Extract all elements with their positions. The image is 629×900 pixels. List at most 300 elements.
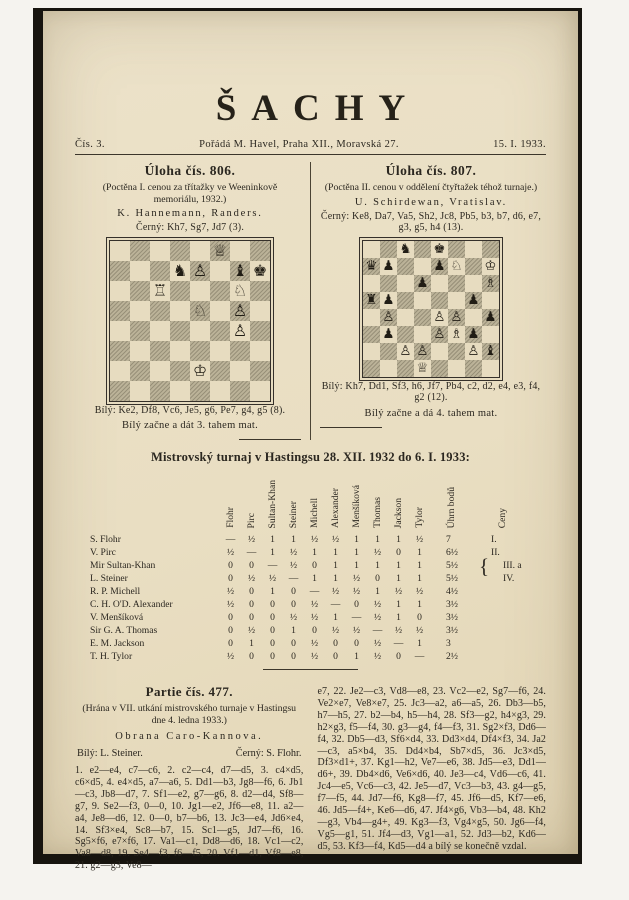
chess-piece: ♙ bbox=[382, 308, 395, 325]
player-name-cell: V. Pirc bbox=[90, 547, 116, 558]
player-name-cell: V. Menšíková bbox=[90, 612, 144, 623]
issue-date: 15. I. 1933. bbox=[493, 139, 546, 150]
section-end-rule bbox=[320, 427, 382, 428]
prize-cell bbox=[473, 611, 532, 624]
board-square bbox=[380, 241, 397, 258]
board-square bbox=[482, 360, 499, 377]
board-square bbox=[380, 309, 397, 326]
result-cell: 1 bbox=[396, 611, 401, 623]
board-square bbox=[210, 361, 230, 381]
board-square bbox=[397, 360, 414, 377]
board-square bbox=[230, 341, 250, 361]
prize-cell bbox=[473, 637, 532, 650]
total-points-cell: 4½ bbox=[446, 586, 458, 597]
board-square bbox=[465, 309, 482, 326]
board-square bbox=[170, 261, 190, 281]
problem-stipulation: Bílý začne a dát 3. tahem mat. bbox=[121, 420, 259, 431]
result-cell: 0 bbox=[270, 598, 275, 610]
result-cell: 0 bbox=[228, 572, 233, 584]
board-square bbox=[130, 321, 150, 341]
board-square bbox=[465, 292, 482, 309]
board-square bbox=[397, 292, 414, 309]
board-square bbox=[448, 309, 465, 326]
result-cell: 0 bbox=[228, 624, 233, 636]
result-cell: ½ bbox=[247, 533, 256, 545]
board-square bbox=[150, 241, 170, 261]
result-cell: — bbox=[372, 624, 383, 636]
chess-piece: ♙ bbox=[399, 342, 412, 359]
board-square bbox=[210, 301, 230, 321]
board-square bbox=[482, 275, 499, 292]
result-cell: 1 bbox=[354, 533, 359, 545]
crosstable-row bbox=[89, 637, 532, 650]
result-cell: ½ bbox=[289, 611, 298, 623]
board-square bbox=[482, 309, 499, 326]
crosstable-column-header: Jackson bbox=[392, 497, 404, 528]
board-square bbox=[110, 301, 130, 321]
result-cell: 1 bbox=[417, 546, 422, 558]
result-cell: ½ bbox=[373, 637, 382, 649]
board-square bbox=[414, 275, 431, 292]
chess-piece: ♔ bbox=[192, 360, 208, 380]
board-square bbox=[414, 258, 431, 275]
board-square bbox=[482, 241, 499, 258]
players-row bbox=[75, 748, 304, 759]
board-square bbox=[250, 361, 270, 381]
board-square bbox=[150, 281, 170, 301]
board-square bbox=[190, 321, 210, 341]
board-square bbox=[230, 261, 250, 281]
board-square bbox=[110, 281, 130, 301]
board-square bbox=[250, 241, 270, 261]
total-points-cell: 3½ bbox=[446, 625, 458, 636]
chess-piece: ♗ bbox=[450, 325, 463, 342]
board-square bbox=[130, 361, 150, 381]
result-cell: 1 bbox=[396, 572, 401, 584]
black-player: Černý: S. Flohr. bbox=[235, 748, 302, 759]
player-name-cell: S. Flohr bbox=[90, 534, 121, 545]
game-moves-column-2: e7, 22. Je2—c3, Vd8—e8, 23. Vc2—e2, Sg7—f6, 24. Ve2×e7, Ve8×e7, 25. Jc3—a2, a6—a5, 26. Db3—b5, h7—h5, 27. b2—b4, h5—h4, 28. Sf3—g2, h4×g3, 29. h2×g3, f5—f4, 30. g3—g4, f4—f3, 31. Sg2×f3, Dd6—f4, 32. Db5—d3, Sf6×d4, 33. Dd3×d4, Df4×f3, 34. Ja2—c3, a5×b4, 35. Dd4×b4, Sb7×d5, 36. Jc3×d5, Df3×d1+, 37. Kg1—h2, Ve7—e6, 38. Jd5—e3, Dd1—d6+, 39. Db4×d6, Ve6×d6, 40. Je3—c4, Vd6—c6, 41. Jc4—e5, Vc6—c3, 42. Je5—d7, Vc3—b3, 43. g4—g5, f7—f5, 44. Jd7—f6, Kg8—f7, 45. Jf6—d5, Kf7—e6, 46. Jd5—f4+, Ke6—d6, 47. Jf4×g6, Vb3—b4, 48. Kh2—g3, Vb4—g4+, 49. Kg3—f3, Vg4×g5, 50. Jg6—f4, Vg5—g1, 51. Jf4—d3, Vg1—a1, 52. Jd3—b2, Kd6—d5, 53. Kf3—f4, Kd5—d4 a bílý se konečně vzdal. bbox=[317, 686, 546, 852]
result-cell: — bbox=[351, 611, 362, 623]
board-square bbox=[431, 292, 448, 309]
board-square bbox=[431, 258, 448, 275]
result-cell: 0 bbox=[249, 559, 254, 571]
board-square bbox=[482, 258, 499, 275]
crosstable-row bbox=[89, 559, 532, 572]
result-cell: 1 bbox=[270, 585, 275, 597]
result-cell: ½ bbox=[226, 585, 235, 597]
result-cell: ½ bbox=[415, 624, 424, 636]
board-square bbox=[448, 275, 465, 292]
total-points-cell: 5½ bbox=[446, 560, 458, 571]
crosstable-column-header: Alexander bbox=[329, 488, 341, 528]
crosstable-row bbox=[89, 650, 532, 663]
result-cell: 1 bbox=[417, 559, 422, 571]
crosstable-row bbox=[89, 624, 532, 637]
board-square bbox=[150, 381, 170, 401]
board-square bbox=[190, 301, 210, 321]
result-cell: 0 bbox=[354, 637, 359, 649]
result-cell: 0 bbox=[396, 650, 401, 662]
result-cell: 0 bbox=[375, 572, 380, 584]
result-cell: ½ bbox=[247, 572, 256, 584]
board-square bbox=[230, 361, 250, 381]
header-rule bbox=[75, 154, 546, 155]
board-square bbox=[363, 275, 380, 292]
result-cell: ½ bbox=[289, 559, 298, 571]
board-square bbox=[150, 361, 170, 381]
chess-piece: ♟ bbox=[467, 291, 480, 308]
problems-section bbox=[75, 160, 546, 440]
board-square bbox=[130, 381, 150, 401]
chess-diagram-806 bbox=[109, 240, 271, 402]
game-column-1 bbox=[75, 684, 304, 872]
problem-title: Úloha čís. 806. bbox=[144, 163, 236, 178]
board-square bbox=[250, 341, 270, 361]
chess-piece: ♙ bbox=[450, 308, 463, 325]
chess-piece: ♟ bbox=[467, 325, 480, 342]
result-cell: ½ bbox=[331, 585, 340, 597]
black-pieces-line: Černý: Kh7, Sg7, Jd7 (3). bbox=[135, 222, 245, 233]
chess-piece: ♘ bbox=[232, 280, 248, 300]
result-cell: 1 bbox=[354, 650, 359, 662]
result-cell: — bbox=[330, 598, 341, 610]
board-square bbox=[363, 343, 380, 360]
board-square bbox=[363, 326, 380, 343]
result-cell: 1 bbox=[291, 533, 296, 545]
result-cell: 1 bbox=[312, 572, 317, 584]
chess-piece: ♙ bbox=[433, 325, 446, 342]
board-square bbox=[230, 321, 250, 341]
result-cell: ½ bbox=[310, 533, 319, 545]
problem-credit: (Poctěna II. cenou v oddělení čtyřtažek téhož turnaje.) bbox=[324, 182, 538, 193]
chess-piece: ♙ bbox=[416, 342, 429, 359]
player-name-cell: L. Steiner bbox=[90, 573, 128, 584]
board-square bbox=[170, 321, 190, 341]
chess-piece: ♝ bbox=[484, 342, 497, 359]
board-square bbox=[150, 301, 170, 321]
result-cell: 0 bbox=[270, 624, 275, 636]
problem-807 bbox=[311, 160, 546, 440]
board-square bbox=[465, 241, 482, 258]
result-cell: 1 bbox=[375, 585, 380, 597]
crosstable-column-header: Thomas bbox=[371, 497, 383, 528]
chess-piece: ♙ bbox=[433, 308, 446, 325]
chess-piece: ♟ bbox=[382, 325, 395, 342]
board-square bbox=[210, 281, 230, 301]
result-cell: 1 bbox=[375, 533, 380, 545]
prize-cell: { III. a bbox=[479, 554, 522, 578]
board-square bbox=[210, 261, 230, 281]
result-cell: 0 bbox=[228, 637, 233, 649]
board-square bbox=[170, 341, 190, 361]
player-name-cell: R. P. Michell bbox=[90, 586, 141, 597]
crosstable-name-header bbox=[89, 467, 220, 533]
board-square bbox=[230, 381, 250, 401]
result-cell: ½ bbox=[415, 585, 424, 597]
result-cell: 1 bbox=[354, 546, 359, 558]
crosstable-row bbox=[89, 598, 532, 611]
board-square bbox=[482, 326, 499, 343]
chess-piece: ♘ bbox=[192, 300, 208, 320]
player-name-cell: E. M. Jackson bbox=[90, 638, 145, 649]
magazine-page bbox=[33, 8, 582, 872]
chess-piece: ♚ bbox=[433, 240, 446, 257]
board-square bbox=[130, 261, 150, 281]
result-cell: 0 bbox=[291, 637, 296, 649]
board-square bbox=[170, 301, 190, 321]
crosstable-column-header: Flohr bbox=[224, 507, 236, 528]
game-subtitle: (Hrána v VII. utkání mistrovského turnaje v Hastingsu dne 4. ledna 1933.) bbox=[82, 703, 297, 726]
board-square bbox=[465, 275, 482, 292]
tournament-section bbox=[75, 450, 546, 670]
crosstable-row bbox=[89, 611, 532, 624]
crosstable-column-header: Ceny bbox=[496, 507, 508, 528]
board-square bbox=[130, 301, 150, 321]
result-cell: ½ bbox=[373, 611, 382, 623]
tournament-title: Mistrovský turnaj v Hastingsu 28. XII. 1932 do 6. I. 1933: bbox=[150, 450, 471, 464]
crosstable-column-header: Úhrn bodů bbox=[445, 486, 457, 528]
result-cell: 0 bbox=[291, 585, 296, 597]
board-square bbox=[110, 341, 130, 361]
crosstable-column-header: Pirc bbox=[245, 512, 257, 528]
section-end-rule bbox=[239, 439, 301, 440]
chess-piece: ♝ bbox=[232, 260, 248, 280]
board-square bbox=[250, 301, 270, 321]
result-cell: 1 bbox=[417, 598, 422, 610]
result-cell: ½ bbox=[352, 585, 361, 597]
board-square bbox=[414, 241, 431, 258]
board-square bbox=[465, 258, 482, 275]
problem-credit: (Poctěna I. cenou za třítažky ve Weeninkově memoriálu, 1932.) bbox=[102, 182, 278, 205]
board-square bbox=[465, 326, 482, 343]
board-square bbox=[363, 258, 380, 275]
result-cell: ½ bbox=[331, 533, 340, 545]
chess-piece: ♙ bbox=[232, 300, 248, 320]
result-cell: 0 bbox=[312, 559, 317, 571]
board-square bbox=[210, 321, 230, 341]
result-cell: 1 bbox=[333, 559, 338, 571]
board-square bbox=[170, 241, 190, 261]
result-cell: 1 bbox=[333, 611, 338, 623]
result-cell: 0 bbox=[354, 598, 359, 610]
game-section bbox=[75, 684, 546, 872]
result-cell: 1 bbox=[312, 546, 317, 558]
result-cell: ½ bbox=[226, 650, 235, 662]
result-cell: 0 bbox=[333, 637, 338, 649]
board-square bbox=[380, 292, 397, 309]
white-pieces-line: Bílý: Ke2, Df8, Vc6, Je5, g6, Pe7, g4, g5 (8). bbox=[94, 404, 286, 416]
result-cell: ½ bbox=[373, 546, 382, 558]
board-square bbox=[150, 341, 170, 361]
result-cell: — bbox=[393, 637, 404, 649]
result-cell: 0 bbox=[312, 624, 317, 636]
chess-piece: ♘ bbox=[450, 257, 463, 274]
result-cell: ½ bbox=[352, 572, 361, 584]
chess-piece: ♙ bbox=[467, 342, 480, 359]
result-cell: 1 bbox=[270, 546, 275, 558]
crosstable-column-header: Tylor bbox=[413, 507, 425, 528]
result-cell: 0 bbox=[228, 611, 233, 623]
game-moves-column-1: 1. e2—e4, c7—c6, 2. c2—c4, d7—d5, 3. c4×d5, c6×d5, 4. e4×d5, a7—a6, 5. Dd1—b3, Jg8—f6, 6. Jb1—c3, Jb8—d7, 7. Sf1—e2, g7—g6, 8. d2—d4, Sf8—g7, 9. Se2—f3, 0—0, 10. Jg1—e2, Jf6—e8, 11. a2—a4, Je8—d6, 12. 0—0, b7—b6, 13. Jc3—e4, Jd6×e4, 14. Sf3×e4, Sc8—b7, 15. Sc1—g5, Jd7—f6, 16. Sg5×f6, e7×f6, 17. Va1—c1, Dd8—d6, 18. Vc1—c2, Va8—d8, 19. Se4—f3, f6—f5, 20. Vf1—d1, Vf8—e8, 21. g2—g3, Ve8— bbox=[75, 765, 304, 872]
prize-cell bbox=[473, 650, 532, 663]
board-square bbox=[363, 360, 380, 377]
result-cell: — bbox=[246, 546, 257, 558]
result-cell: ½ bbox=[352, 624, 361, 636]
result-cell: 1 bbox=[417, 637, 422, 649]
player-name-cell: C. H. O'D. Alexander bbox=[90, 599, 173, 610]
result-cell: 0 bbox=[228, 559, 233, 571]
board-square bbox=[170, 281, 190, 301]
result-cell: 0 bbox=[249, 650, 254, 662]
section-end-rule bbox=[263, 669, 358, 670]
board-square bbox=[482, 292, 499, 309]
board-square bbox=[414, 343, 431, 360]
result-cell: — bbox=[414, 650, 425, 662]
board-square bbox=[130, 341, 150, 361]
board-square bbox=[150, 261, 170, 281]
board-square bbox=[250, 321, 270, 341]
board-square bbox=[431, 275, 448, 292]
result-cell: ½ bbox=[310, 637, 319, 649]
result-cell: 1 bbox=[333, 546, 338, 558]
result-cell: ½ bbox=[226, 598, 235, 610]
board-square bbox=[397, 241, 414, 258]
board-square bbox=[110, 321, 130, 341]
board-square bbox=[431, 326, 448, 343]
board-square bbox=[250, 381, 270, 401]
board-square bbox=[397, 275, 414, 292]
result-cell: ½ bbox=[415, 533, 424, 545]
issue-number: Čís. 3. bbox=[75, 139, 105, 150]
issue-row bbox=[75, 139, 546, 150]
board-square bbox=[190, 281, 210, 301]
masthead-title: ŠACHY bbox=[215, 88, 421, 129]
board-square bbox=[380, 258, 397, 275]
crosstable-column-header: Michell bbox=[308, 498, 320, 528]
board-square bbox=[431, 241, 448, 258]
board-square bbox=[448, 292, 465, 309]
chess-piece: ♜ bbox=[365, 291, 378, 308]
board-square bbox=[190, 241, 210, 261]
problem-author: K. Hannemann, Randers. bbox=[117, 208, 263, 219]
board-square bbox=[380, 343, 397, 360]
total-points-cell: 7 bbox=[446, 534, 451, 545]
result-cell: — bbox=[309, 585, 320, 597]
board-square bbox=[414, 326, 431, 343]
prize-cell: I. bbox=[491, 534, 497, 545]
opening-name: Obrana Caro-Kannova. bbox=[115, 731, 264, 742]
result-cell: 0 bbox=[291, 650, 296, 662]
board-square bbox=[431, 343, 448, 360]
result-cell: 1 bbox=[354, 559, 359, 571]
chess-piece: ♟ bbox=[433, 257, 446, 274]
board-square bbox=[363, 241, 380, 258]
board-square bbox=[380, 360, 397, 377]
chess-piece: ♟ bbox=[382, 291, 395, 308]
prize-cell: IV. bbox=[503, 573, 515, 584]
problem-title: Úloha čís. 807. bbox=[385, 163, 477, 178]
crosstable-row bbox=[89, 546, 532, 559]
board-square bbox=[465, 343, 482, 360]
chess-piece: ♕ bbox=[212, 240, 228, 260]
total-points-cell: 2½ bbox=[446, 651, 458, 662]
chess-piece: ♛ bbox=[365, 257, 378, 274]
result-cell: 1 bbox=[396, 598, 401, 610]
board-square bbox=[448, 241, 465, 258]
board-square bbox=[130, 241, 150, 261]
crosstable-column-header: Sultan-Khan bbox=[266, 479, 278, 528]
board-square bbox=[190, 361, 210, 381]
result-cell: — bbox=[225, 533, 236, 545]
result-cell: 1 bbox=[396, 559, 401, 571]
result-cell: 1 bbox=[291, 624, 296, 636]
board-square bbox=[448, 258, 465, 275]
total-points-cell: 3 bbox=[446, 638, 451, 649]
board-square bbox=[397, 343, 414, 360]
result-cell: 1 bbox=[249, 637, 254, 649]
result-cell: 1 bbox=[375, 559, 380, 571]
board-square bbox=[250, 261, 270, 281]
board-square bbox=[250, 281, 270, 301]
prize-cell: II. bbox=[491, 547, 500, 558]
board-square bbox=[448, 326, 465, 343]
board-square bbox=[397, 326, 414, 343]
result-cell: 0 bbox=[249, 585, 254, 597]
prize-cell bbox=[473, 624, 532, 637]
result-cell: 0 bbox=[270, 637, 275, 649]
board-square bbox=[230, 281, 250, 301]
board-square bbox=[448, 343, 465, 360]
board-square bbox=[363, 309, 380, 326]
board-square bbox=[397, 309, 414, 326]
publisher-line: Pořádá M. Havel, Praha XII., Moravská 27. bbox=[199, 139, 399, 150]
crosstable-row bbox=[89, 585, 532, 598]
player-name-cell: Mir Sultan-Khan bbox=[90, 560, 156, 571]
chess-piece: ♙ bbox=[232, 320, 248, 340]
board-square bbox=[414, 360, 431, 377]
crosstable bbox=[89, 467, 532, 663]
game-title: Partie čís. 477. bbox=[145, 684, 233, 699]
prize-cell bbox=[473, 585, 532, 598]
board-square bbox=[170, 381, 190, 401]
board-square bbox=[482, 343, 499, 360]
result-cell: 1 bbox=[396, 533, 401, 545]
chess-piece: ♚ bbox=[252, 260, 268, 280]
chess-piece: ♗ bbox=[484, 274, 497, 291]
board-square bbox=[190, 341, 210, 361]
player-name-cell: T. H. Tylor bbox=[90, 651, 133, 662]
result-cell: — bbox=[267, 559, 278, 571]
result-cell: 0 bbox=[270, 611, 275, 623]
result-cell: 0 bbox=[291, 598, 296, 610]
chess-piece: ♟ bbox=[382, 257, 395, 274]
white-pieces-line: Bílý: Kh7, Dd1, Sf3, h6, Jf7, Pb4, c2, d2, e4, e3, f4, g2 (12). bbox=[321, 380, 541, 403]
prize-cell bbox=[473, 598, 532, 611]
black-pieces-line: Černý: Ke8, Da7, Va5, Sh2, Jc8, Pb5, b3, b7, d6, e7, g3, g5, h4 (13). bbox=[320, 210, 542, 233]
chess-piece: ♙ bbox=[192, 260, 208, 280]
board-square bbox=[397, 258, 414, 275]
chess-piece: ♟ bbox=[416, 274, 429, 291]
white-player: Bílý: L. Steiner. bbox=[77, 748, 143, 759]
chess-diagram-807 bbox=[362, 240, 500, 378]
board-square bbox=[190, 261, 210, 281]
board-square bbox=[170, 361, 190, 381]
board-square bbox=[448, 360, 465, 377]
board-square bbox=[110, 261, 130, 281]
result-cell: ½ bbox=[373, 650, 382, 662]
board-square bbox=[230, 301, 250, 321]
